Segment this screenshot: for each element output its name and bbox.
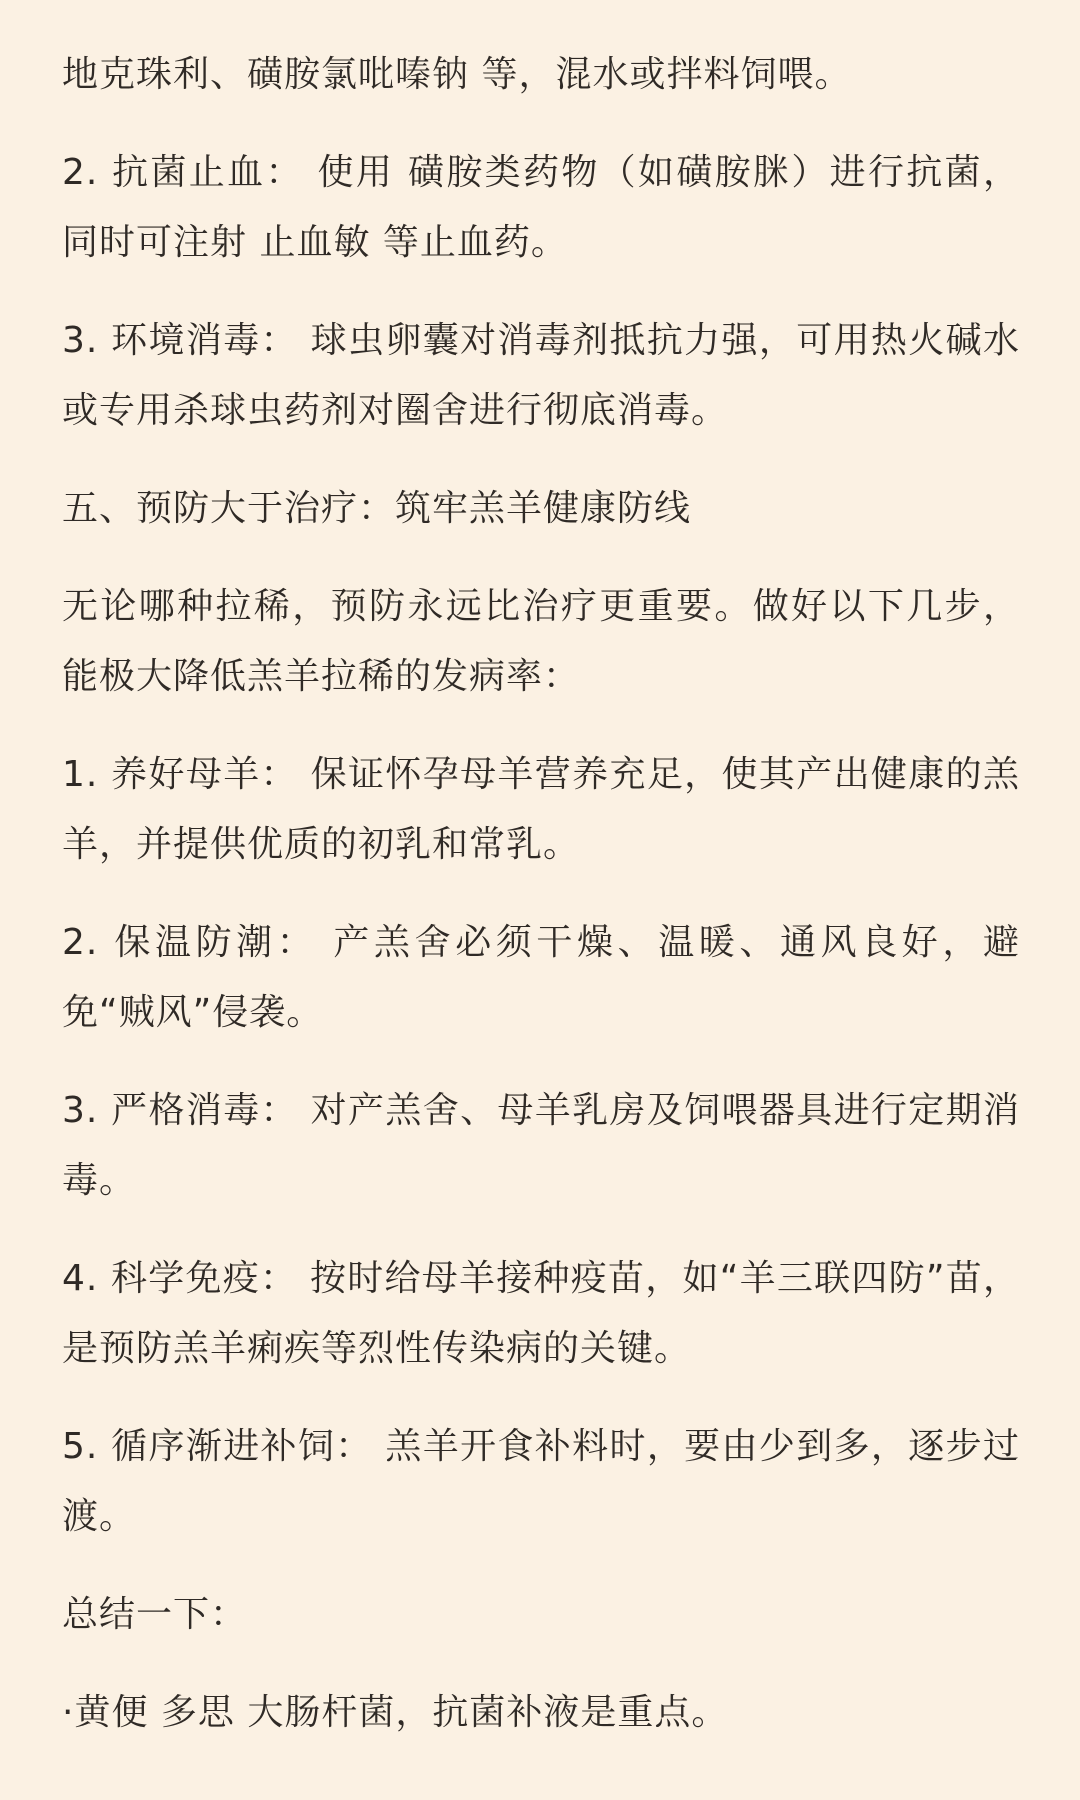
- section-heading-prevention: 五、预防大于治疗：筑牢羔羊健康防线: [62, 488, 692, 529]
- summary-bullet: ·黄便 多思 大肠杆菌，抗菌补液是重点。: [62, 1692, 729, 1733]
- prevention-item-ewes: 1. 养好母羊： 保证怀孕母羊营养充足，使其产出健康的羔羊，并提供优质的初乳和常乳。: [62, 754, 1020, 865]
- summary-heading: 总结一下：: [62, 1594, 248, 1635]
- prevention-intro: 无论哪种拉稀，预防永远比治疗更重要。做好以下几步，能极大降低羔羊拉稀的发病率：: [62, 586, 1020, 697]
- treatment-drugs-continued: 地克珠利、磺胺氯吡嗪钠 等，混水或拌料饲喂。: [62, 54, 852, 95]
- prevention-item-immunization: 4. 科学免疫： 按时给母羊接种疫苗，如“羊三联四防”苗，是预防羔羊痢疾等烈性传染病的关键。: [62, 1258, 1020, 1369]
- prevention-item-warmth: 2. 保温防潮： 产羔舍必须干燥、温暖、通风良好，避免“贼风”侵袭。: [62, 922, 1020, 1033]
- environment-disinfection-item: 3. 环境消毒： 球虫卵囊对消毒剂抵抗力强，可用热火碱水或专用杀球虫药剂对圈舍进行彻底消毒。: [62, 320, 1020, 431]
- antibacterial-hemostasis-item: 2. 抗菌止血： 使用 磺胺类药物（如磺胺脒）进行抗菌，同时可注射 止血敏 等止血药。: [62, 152, 1020, 263]
- prevention-item-disinfection: 3. 严格消毒： 对产羔舍、母羊乳房及饲喂器具进行定期消毒。: [62, 1090, 1020, 1201]
- prevention-item-feeding: 5. 循序渐进补饲： 羔羊开食补料时，要由少到多，逐步过渡。: [62, 1426, 1020, 1537]
